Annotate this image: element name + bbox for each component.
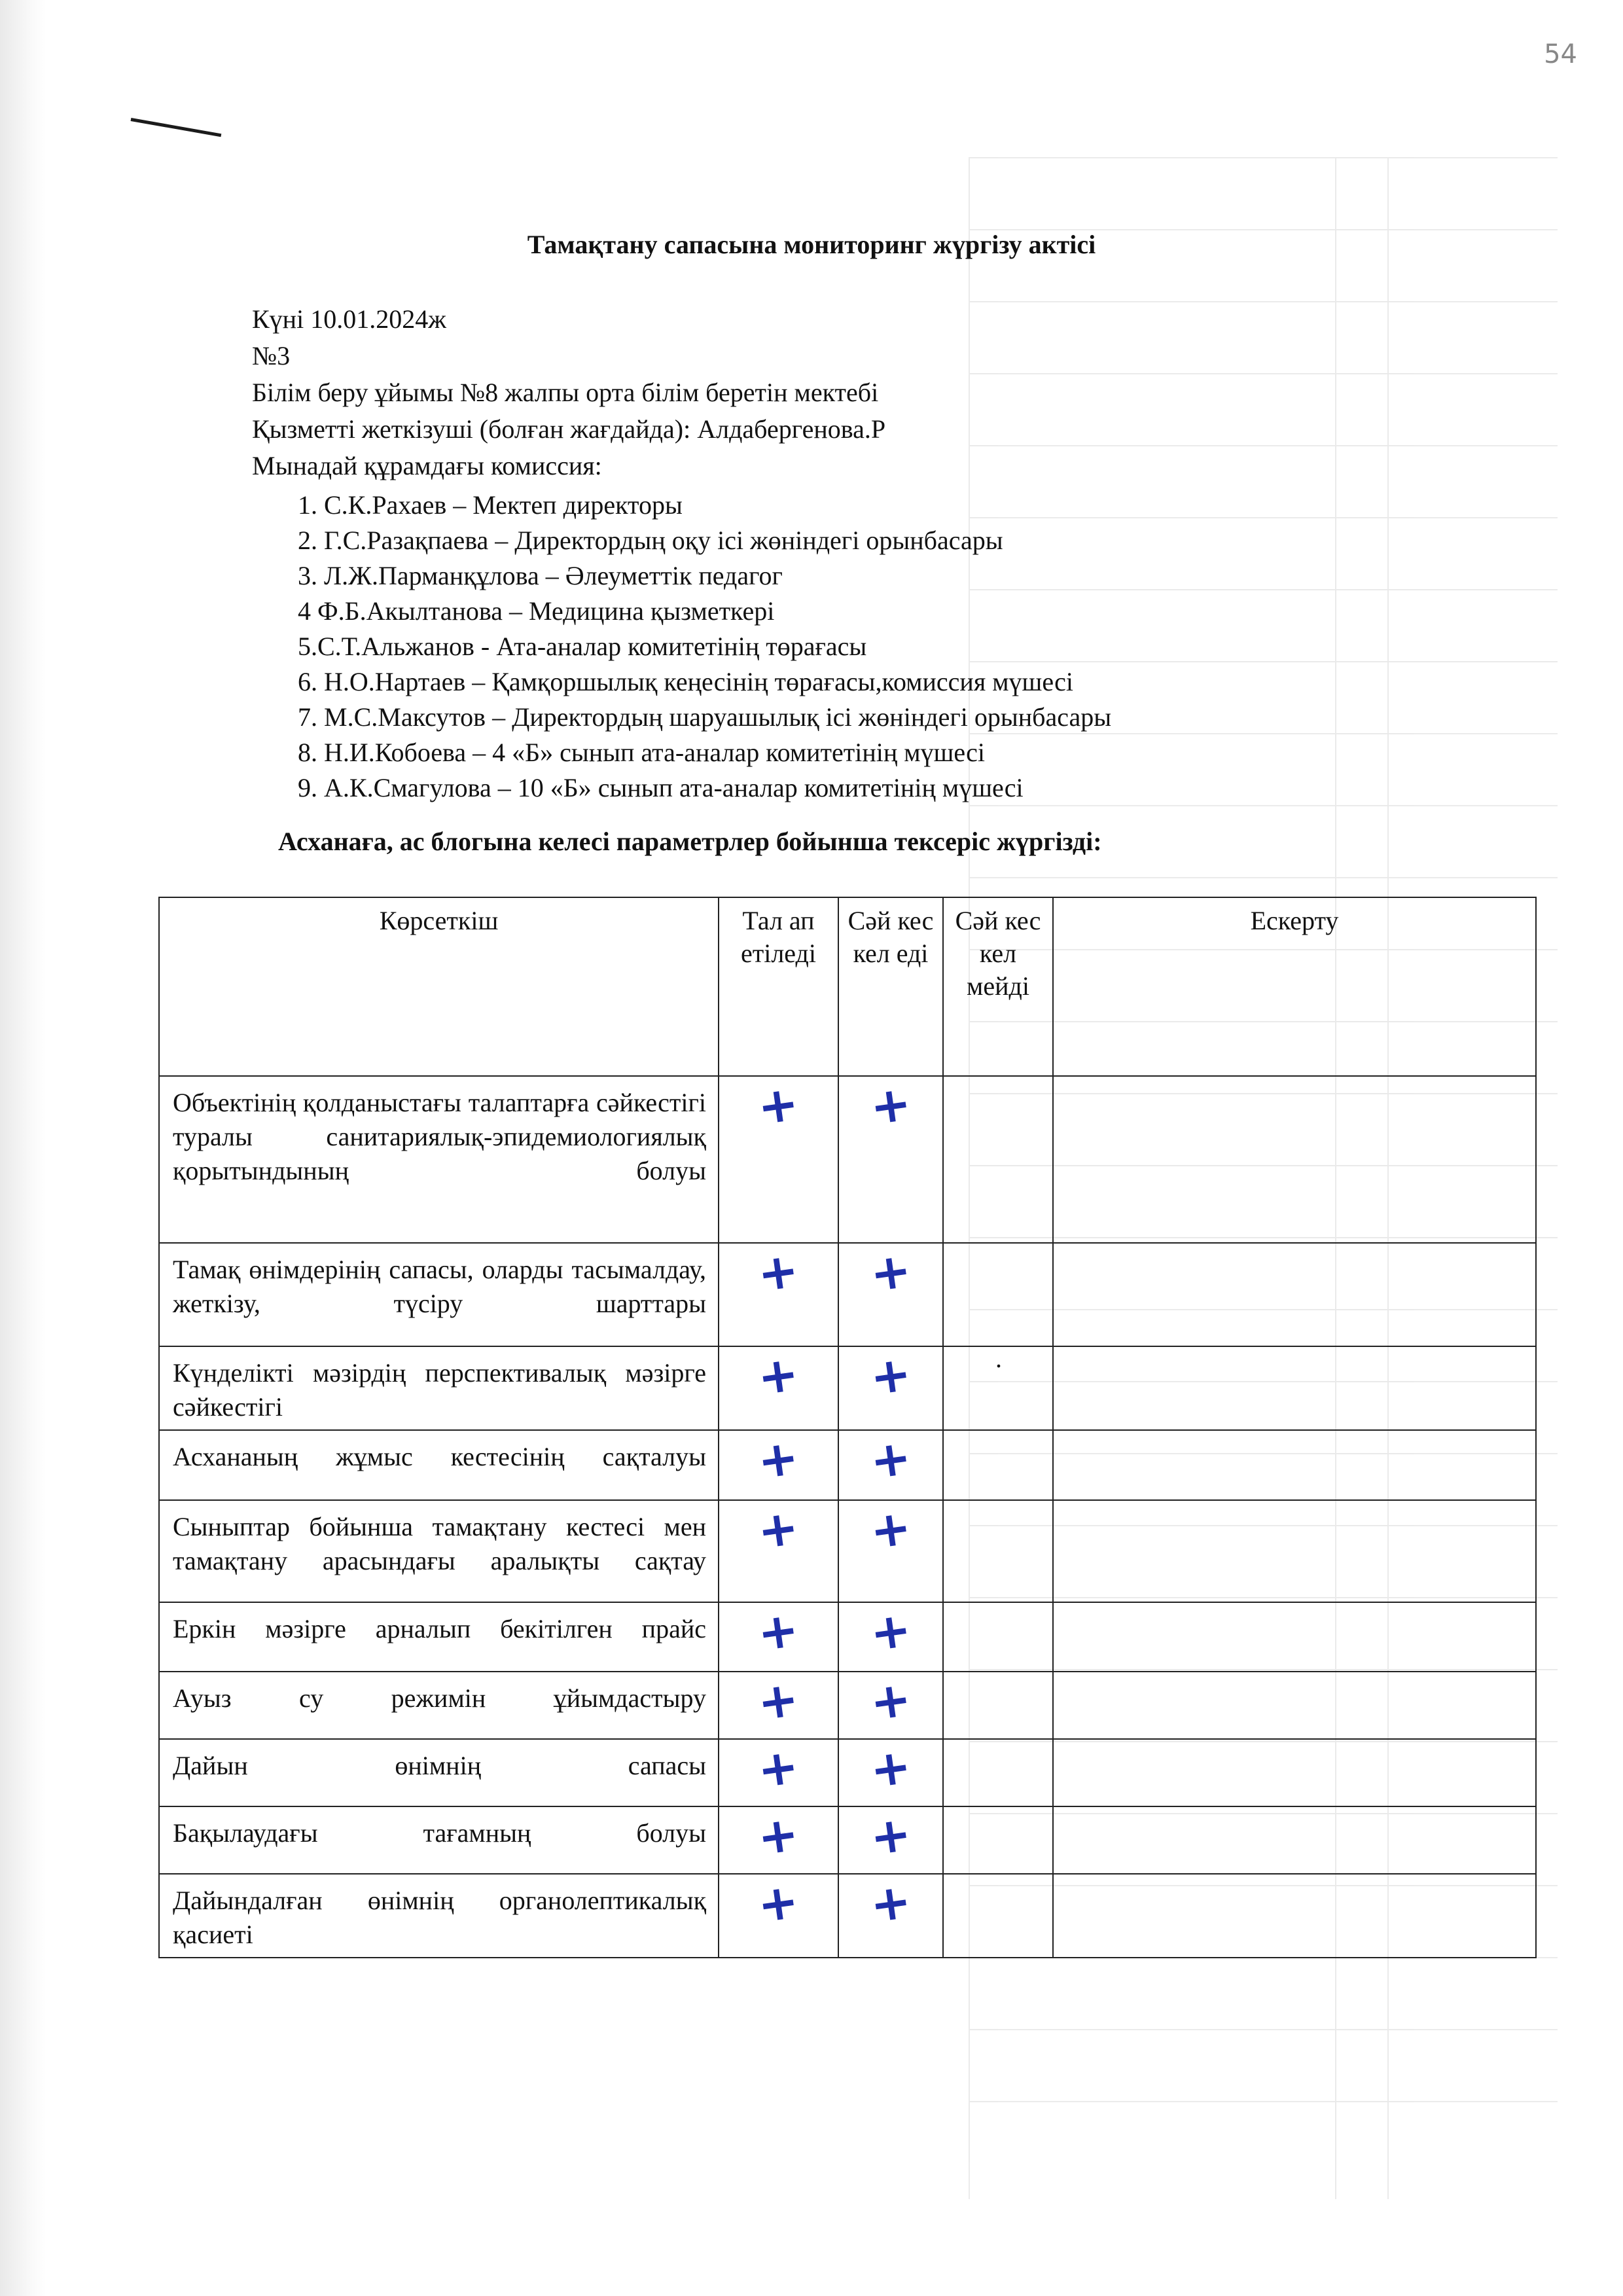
row-not-matches-cell	[943, 1874, 1053, 1958]
commission-member: 3. Л.Ж.Парманқұлова – Әлеуметтік педагог	[298, 561, 783, 590]
row-indicator: Объектінің қолданыстағы талаптарға сәйкестігі туралы санитариялық-эпидемиологиялық қорытындының болуы	[159, 1076, 719, 1243]
handwritten-plus-mark: +	[754, 1805, 803, 1867]
row-not-matches-cell	[943, 1500, 1053, 1602]
row-required-cell	[719, 1672, 838, 1739]
row-matches-cell	[838, 1346, 943, 1430]
row-required-cell	[719, 1430, 838, 1500]
row-required-cell	[719, 1874, 838, 1958]
handwritten-plus-mark: +	[754, 1075, 803, 1136]
row-matches-cell	[838, 1672, 943, 1739]
row-required-cell	[719, 1806, 838, 1874]
meta-commission-intro: Мынадай құрамдағы комиссия:	[252, 451, 602, 480]
row-not-matches-cell	[943, 1076, 1053, 1243]
meta-date: Күні 10.01.2024ж	[252, 304, 446, 334]
meta-supplier: Қызметті жеткізуші (болған жағдайда): Алдабергенова.Р	[252, 414, 886, 444]
commission-member: 2. Г.С.Разақпаева – Директордың оқу ісі жөніндегі орынбасары	[298, 526, 1003, 555]
row-indicator: Тамақ өнімдерінің сапасы, оларды тасымалдау, жеткізу, түсіру шарттары	[159, 1243, 719, 1346]
handwritten-plus-mark: +	[754, 1738, 803, 1799]
row-note	[1053, 1672, 1536, 1739]
row-required-cell	[719, 1739, 838, 1806]
table-row	[159, 1672, 1536, 1739]
table-row	[159, 1739, 1536, 1806]
handwritten-plus-mark: +	[754, 1499, 803, 1560]
row-matches-cell	[838, 1602, 943, 1672]
row-required-cell	[719, 1346, 838, 1430]
table-row	[159, 1243, 1536, 1346]
handwritten-plus-mark: +	[866, 1242, 915, 1303]
commission-list	[298, 488, 1111, 806]
table-row	[159, 1874, 1536, 1958]
row-indicator: Еркін мәзірге арналып бекітілген прайс	[159, 1602, 719, 1672]
handwritten-plus-mark: +	[866, 1805, 915, 1867]
row-note	[1053, 1806, 1536, 1874]
row-indicator: Асхананың жұмыс кестесінің сақталуы	[159, 1430, 719, 1500]
meta-number: №3	[252, 341, 291, 370]
row-note	[1053, 1874, 1536, 1958]
row-matches-cell	[838, 1739, 943, 1806]
table-row	[159, 1500, 1536, 1602]
handwritten-plus-mark: +	[754, 1345, 803, 1407]
handwritten-plus-mark: +	[866, 1429, 915, 1490]
row-indicator: Ауыз су режимін ұйымдастыру	[159, 1672, 719, 1739]
row-required-cell	[719, 1500, 838, 1602]
row-indicator: Дайын өнімнің сапасы	[159, 1739, 719, 1806]
handwritten-plus-mark: +	[866, 1601, 915, 1662]
row-matches-cell	[838, 1874, 943, 1958]
table-row	[159, 1346, 1536, 1430]
row-not-matches-cell	[943, 1602, 1053, 1672]
stray-dot: .	[995, 1344, 1002, 1373]
handwritten-plus-mark: +	[866, 1345, 915, 1407]
row-note	[1053, 1739, 1536, 1806]
handwritten-plus-mark: +	[754, 1429, 803, 1490]
handwritten-plus-mark: +	[866, 1670, 915, 1732]
row-note	[1053, 1602, 1536, 1672]
header-not-matches: Сәй кес кел мейді	[943, 897, 1053, 1076]
row-required-cell	[719, 1243, 838, 1346]
table-row	[159, 1430, 1536, 1500]
table-row	[159, 1076, 1536, 1243]
row-not-matches-cell	[943, 1739, 1053, 1806]
row-note	[1053, 1500, 1536, 1602]
row-required-cell	[719, 1076, 838, 1243]
row-indicator: Күнделікті мәзірдің перспективалық мәзірге сәйкестігі	[159, 1346, 719, 1430]
row-note	[1053, 1430, 1536, 1500]
handwritten-plus-mark: +	[754, 1873, 803, 1934]
inspection-table	[158, 897, 1537, 1958]
handwritten-plus-mark: +	[866, 1873, 915, 1934]
row-matches-cell	[838, 1243, 943, 1346]
handwritten-plus-mark: +	[866, 1075, 915, 1136]
row-indicator: Сыныптар бойынша тамақтану кестесі мен тамақтану арасындағы аралықты сақтау	[159, 1500, 719, 1602]
meta-block	[252, 301, 885, 484]
header-note: Ескерту	[1053, 897, 1536, 1076]
row-matches-cell	[838, 1806, 943, 1874]
header-required: Тал ап етіледі	[719, 897, 838, 1076]
row-note	[1053, 1243, 1536, 1346]
page-number-pencil: 54	[1544, 39, 1577, 69]
commission-member: 4 Ф.Б.Акылтанова – Медицина қызметкері	[298, 596, 775, 626]
handwritten-plus-mark: +	[754, 1670, 803, 1732]
meta-organization: Білім беру ұйымы №8 жалпы орта білім беретін мектебі	[252, 378, 879, 407]
row-required-cell	[719, 1602, 838, 1672]
commission-member: 1. С.К.Рахаев – Мектеп директоры	[298, 490, 683, 520]
table-row	[159, 1806, 1536, 1874]
row-matches-cell	[838, 1430, 943, 1500]
row-indicator: Дайындалған өнімнің органолептикалық қасиеті	[159, 1874, 719, 1958]
row-indicator: Бақылаудағы тағамның болуы	[159, 1806, 719, 1874]
commission-member: 5.С.Т.Альжанов - Ата-аналар комитетінің төрағасы	[298, 632, 867, 661]
row-matches-cell	[838, 1500, 943, 1602]
header-indicator: Көрсеткіш	[159, 897, 719, 1076]
row-not-matches-cell	[943, 1806, 1053, 1874]
commission-member: 8. Н.И.Кобоева – 4 «Б» сынып ата-аналар комитетінің мүшесі	[298, 738, 986, 767]
row-note	[1053, 1346, 1536, 1430]
header-matches: Сәй кес кел еді	[838, 897, 943, 1076]
handwritten-plus-mark: +	[754, 1242, 803, 1303]
row-not-matches-cell	[943, 1243, 1053, 1346]
row-not-matches-cell	[943, 1672, 1053, 1739]
table-header-row	[159, 897, 1536, 1076]
document-title: Тамақтану сапасына мониторинг жүргізу актісі	[527, 230, 1096, 259]
handwritten-plus-mark: +	[866, 1499, 915, 1560]
table-row	[159, 1602, 1536, 1672]
row-not-matches-cell	[943, 1430, 1053, 1500]
commission-member: 6. Н.О.Нартаев – Қамқоршылық кеңесінің төрағасы,комиссия мүшесі	[298, 667, 1073, 696]
handwritten-plus-mark: +	[754, 1601, 803, 1662]
row-note	[1053, 1076, 1536, 1243]
handwritten-plus-mark: +	[866, 1738, 915, 1799]
commission-member: 7. М.С.Максутов – Директордың шаруашылық ісі жөніндегі орынбасары	[298, 702, 1112, 732]
commission-member: 9. А.К.Смагулова – 10 «Б» сынып ата-аналар комитетінің мүшесі	[298, 773, 1024, 802]
row-matches-cell	[838, 1076, 943, 1243]
inspection-subtitle: Асханаға, ас блогына келесі параметрлер бойынша тексеріс жүргізді:	[278, 827, 1102, 856]
